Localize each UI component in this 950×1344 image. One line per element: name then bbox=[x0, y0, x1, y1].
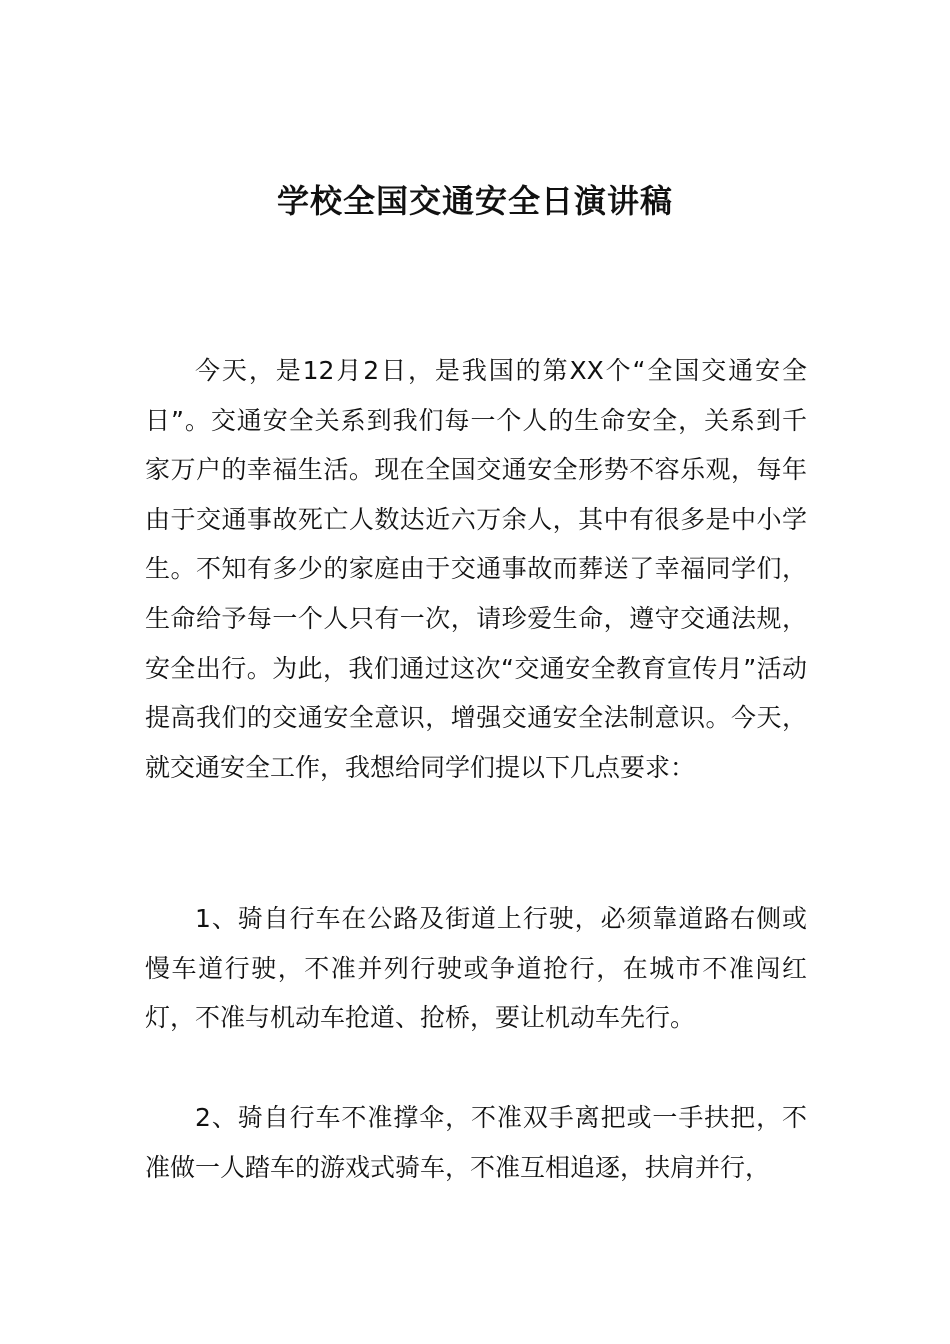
document-title: 学校全国交通安全日演讲稿 bbox=[276, 182, 673, 221]
paragraph-rule-1: 1、骑自行车在公路及街道上行驶，必须靠道路右侧或慢车道行驶，不准并列行驶或争道抢行，在城市不准闯红灯，不准与机动车抢道、抢桥，要让机动车先行。 bbox=[145, 904, 807, 1033]
paragraph-rule-2: 2、骑自行车不准撑伞，不准双手离把或一手扶把，不准做一人踏车的游戏式骑车，不准互相追逐，扶肩并行， bbox=[145, 1103, 807, 1182]
paragraph-intro: 今天，是12月2日，是我国的第XX个“全国交通安全日”。交通安全关系到我们每一个人的生命安全，关系到千家万户的幸福生活。现在全国交通安全形势不容乐观，每年由于交通事故死亡人数达近六万余人，其中有很多是中小学生。不知有多少的家庭由于交通事故而葬送了幸福同学们，生命给予每一个人只有一次，请珍爱生命，遵守交通法规，安全出行。为此，我们通过这次“交通安全教育宣传月”活动提高我们的交通安全意识，增强交通安全法制意识。今天，就交通安全工作，我想给同学们提以下几点要求： bbox=[145, 356, 807, 782]
